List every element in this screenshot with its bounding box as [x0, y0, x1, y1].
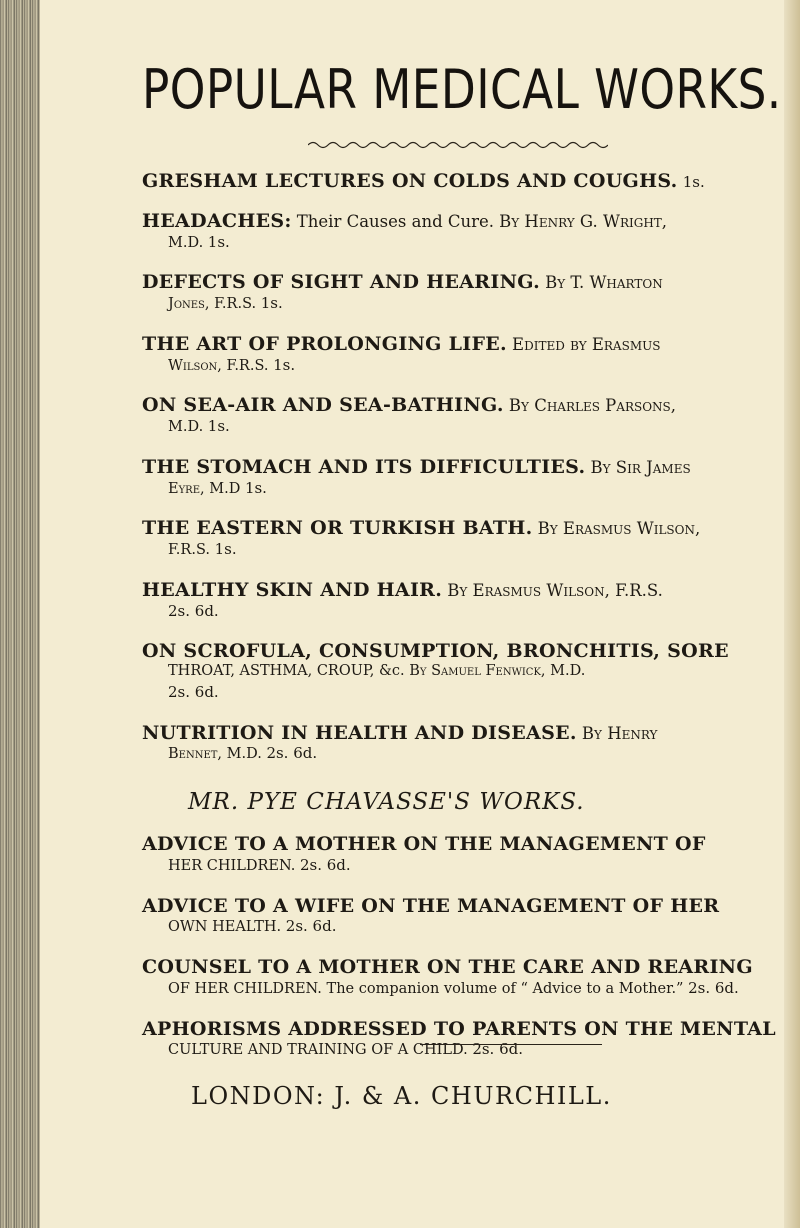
book-entry — [142, 835, 800, 877]
page-title: POPULAR MEDICAL WORKS. — [142, 58, 782, 121]
book-title: ON SEA-AIR AND SEA-BATHING. — [142, 394, 504, 417]
book-price: 1s. — [207, 417, 230, 436]
book-title: THE EASTERN OR TURKISH BATH. — [142, 517, 533, 540]
book-entry — [142, 396, 800, 438]
book-entry — [142, 958, 800, 1000]
book-entry — [142, 578, 800, 623]
book-price: 1s. — [260, 294, 283, 313]
book-price: 1s. — [273, 355, 296, 374]
book-byline: By T. Wharton — [545, 273, 663, 293]
book-byline: By Sir James — [590, 457, 691, 477]
book-entry — [142, 332, 800, 377]
book-price: 1s. — [214, 540, 237, 559]
book-price: 2s. 6d. — [168, 682, 219, 701]
book-title-cont: OF HER CHILDREN. — [168, 980, 322, 997]
publisher-imprint: LONDON: J. & A. CHURCHILL. — [191, 1082, 612, 1110]
book-author-cont: Jones, F.R.S. — [168, 296, 257, 313]
book-price: 1s. — [682, 173, 705, 191]
wavy-rule-divider — [308, 140, 608, 150]
book-title: GRESHAM LECTURES ON COLDS AND COUGHS. — [142, 170, 678, 192]
book-entry — [142, 273, 800, 315]
book-byline: By Henry — [581, 723, 658, 743]
book-price: 2s. 6d. — [168, 601, 219, 620]
book-author-cont: M.D. — [168, 234, 204, 251]
book-title-cont: OWN HEALTH. — [168, 919, 282, 936]
book-price: 1s. — [207, 232, 230, 251]
footer-divider — [420, 1044, 602, 1045]
book-title-cont: CULTURE AND TRAINING OF A CHILD. — [168, 1042, 468, 1059]
book-price: 2s. 6d. — [299, 855, 351, 874]
book-entry — [142, 894, 800, 939]
book-subtitle: Their Causes and Cure. — [296, 211, 495, 231]
book-author-cont: Wilson, F.R.S. — [168, 357, 269, 374]
book-title: APHORISMS ADDRESSED TO PARENTS ON THE MENTAL — [142, 1017, 776, 1040]
book-byline: By Henry G. Wright, — [499, 211, 668, 231]
book-title: THE STOMACH AND ITS DIFFICULTIES. — [142, 455, 586, 478]
book-byline: By Erasmus Wilson, F.R.S. — [447, 580, 663, 600]
book-title: COUNSEL TO A MOTHER ON THE CARE AND REARING — [142, 956, 753, 978]
book-note: The companion volume of “ Advice to a Mother.” — [326, 980, 684, 997]
book-page — [46, 0, 784, 1228]
book-price: 2s. 6d. — [688, 978, 739, 997]
book-binding-edge — [0, 0, 40, 1228]
book-title-cont: HER CHILDREN. — [168, 857, 296, 874]
book-byline: By Charles Parsons, — [508, 396, 677, 416]
book-price: 2s. 6d. — [266, 744, 318, 763]
book-title: ON SCROFULA, CONSUMPTION, BRONCHITIS, SORE — [142, 640, 729, 663]
book-entry — [142, 1017, 800, 1062]
book-title: ADVICE TO A WIFE ON THE MANAGEMENT OF HER — [142, 894, 720, 917]
book-entry — [142, 642, 800, 703]
book-price: 2s. 6d. — [285, 917, 337, 936]
book-title: HEALTHY SKIN AND HAIR. — [142, 578, 443, 601]
book-title: DEFECTS OF SIGHT AND HEARING. — [142, 271, 541, 294]
book-entry — [142, 209, 800, 254]
book-author-cont: M.D. — [168, 419, 204, 436]
book-byline: By Samuel Fenwick, M.D. — [409, 663, 586, 680]
book-title: NUTRITION IN HEALTH AND DISEASE. — [142, 721, 577, 744]
book-author-cont: Eyre, M.D — [168, 480, 241, 497]
book-title-cont: THROAT, ASTHMA, CROUP, &c. — [168, 663, 405, 680]
book-entry — [142, 519, 800, 561]
book-byline: Edited by Erasmus — [512, 334, 661, 354]
book-entry — [142, 172, 800, 192]
book-title: HEADACHES: — [142, 209, 292, 232]
book-price: 1s. — [244, 478, 267, 497]
book-title: ADVICE TO A MOTHER ON THE MANAGEMENT OF — [142, 833, 706, 855]
book-price: 2s. 6d. — [472, 1040, 524, 1059]
book-title: THE ART OF PROLONGING LIFE. — [142, 332, 507, 355]
book-author-cont: F.R.S. — [168, 542, 210, 559]
book-author-cont: Bennet, M.D. — [168, 746, 262, 763]
book-list — [142, 172, 800, 1081]
book-entry — [142, 721, 800, 766]
section-heading: MR. PYE CHAVASSE'S WORKS. — [188, 789, 585, 815]
book-byline: By Erasmus Wilson, — [537, 519, 701, 539]
book-entry — [142, 455, 800, 500]
